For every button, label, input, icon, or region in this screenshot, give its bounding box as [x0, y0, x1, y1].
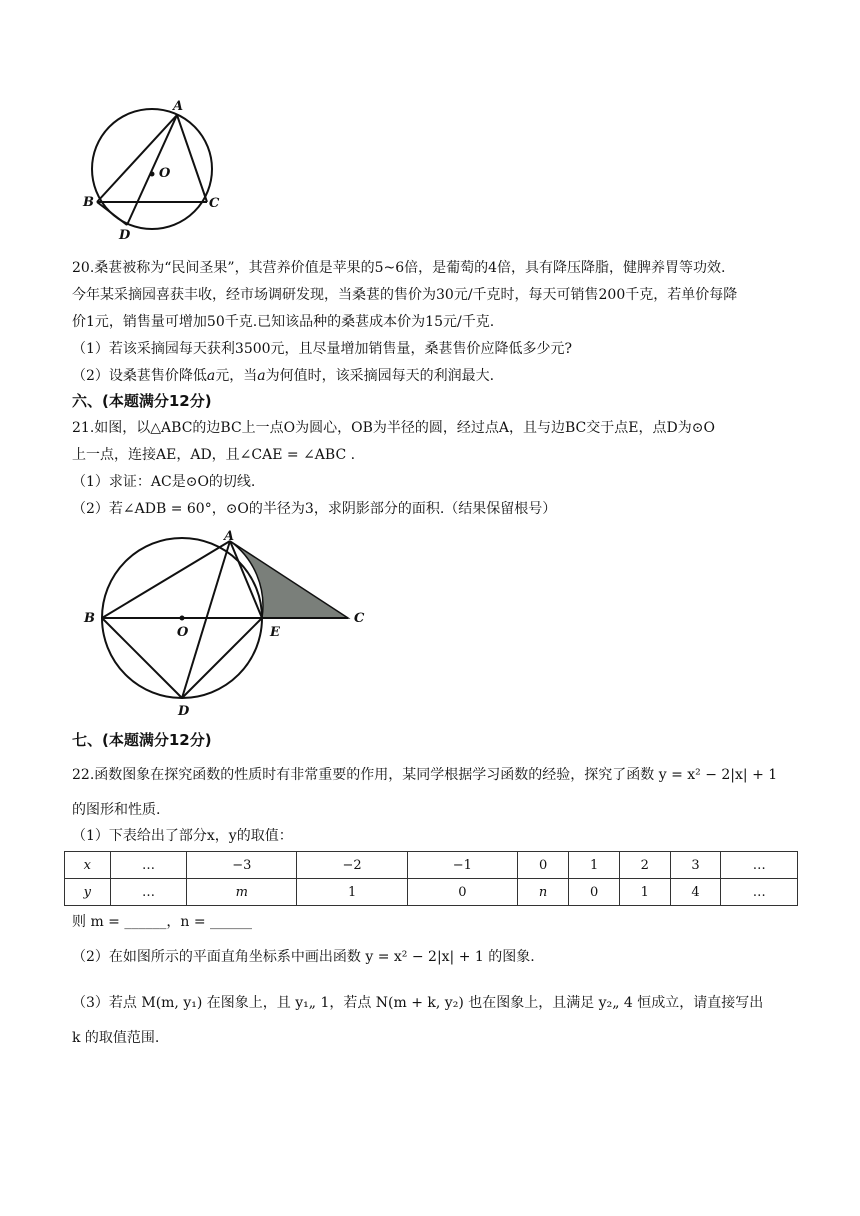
- table-cell: 2: [619, 852, 670, 879]
- table-cell: …: [721, 879, 798, 906]
- q20-line-1: 20.桑葚被称为“民间圣果”，其营养价值是苹果的5~6倍，是葡萄的4倍，具有降压降脂，健脾养胃等功效.: [72, 260, 726, 276]
- table-cell: x: [65, 852, 111, 879]
- q21-line-1: 21.如图，以△ABC的边BC上一点O为圆心，OB为半径的圆，经过点A，且与边BC交于点E，点D为⊙O: [72, 420, 715, 436]
- table-cell: 1: [297, 879, 407, 906]
- q22-line-2: 的图形和性质.: [72, 802, 161, 818]
- figure-circle-abc: [80, 94, 260, 244]
- table-cell: −3: [187, 852, 297, 879]
- value-table: [64, 851, 798, 906]
- q20-part-2-text-a: （2）设桑葚售价降低: [72, 368, 207, 384]
- segment-bd: [102, 618, 182, 698]
- q22-line-1: 22.函数图象在探究函数的性质时有非常重要的作用，某同学根据学习函数的经验，探究了函数 y = x² − 2|x| + 1: [72, 767, 778, 783]
- q20-var-a-2: a: [257, 368, 266, 384]
- table-cell: −2: [297, 852, 407, 879]
- label-d: D: [178, 704, 190, 718]
- q20-line-2: 今年某采摘园喜获丰收，经市场调研发现，当桑葚的售价为30元/千克时，每天可销售200千克，若单价每降: [72, 287, 738, 303]
- table-cell: y: [65, 879, 111, 906]
- label-e: E: [270, 625, 280, 640]
- table-cell: 3: [670, 852, 721, 879]
- q20-var-a-1: a: [206, 368, 216, 384]
- table-cell: m: [187, 879, 297, 906]
- table-cell: 4: [670, 879, 721, 906]
- q22-part-1: （1）下表给出了部分x，y的取值：: [72, 828, 293, 844]
- q22-part-3-line-2: k 的取值范围.: [72, 1030, 160, 1046]
- label-c: C: [354, 611, 365, 626]
- figure-tangent-circle: [78, 528, 378, 718]
- q20-part-2-text-c: 为何值时，该采摘园每天的利润最大.: [265, 368, 495, 384]
- label-b: B: [83, 195, 94, 210]
- center-point-o: [150, 172, 155, 177]
- q22-blanks: 则 m = ______，n = ______: [72, 914, 253, 930]
- q22-part-2: （2）在如图所示的平面直角坐标系中画出函数 y = x² − 2|x| + 1 的图象.: [72, 949, 535, 965]
- label-o: O: [177, 625, 189, 640]
- shaded-region: [230, 541, 348, 618]
- table-cell: 1: [569, 852, 620, 879]
- q20-part-1: （1）若该采摘园每天获利3500元，且尽量增加销售量，桑葚售价应降低多少元?: [72, 341, 573, 357]
- section-6-heading: 六、(本题满分12分): [72, 392, 212, 410]
- label-o: O: [159, 166, 171, 181]
- segment-ac: [177, 115, 207, 202]
- table-cell: −1: [407, 852, 517, 879]
- section-7-heading: 七、(本题满分12分): [72, 731, 212, 749]
- table-cell: 0: [569, 879, 620, 906]
- label-b: B: [84, 611, 95, 626]
- segment-bd: [97, 202, 127, 225]
- label-a: A: [173, 99, 184, 114]
- table-row-y: [65, 879, 798, 906]
- center-point-o: [180, 616, 185, 621]
- label-d: D: [119, 228, 131, 243]
- q20-line-3: 价1元，销售量可增加50千克.已知该品种的桑葚成本价为15元/千克.: [72, 314, 495, 330]
- table-cell: …: [110, 879, 187, 906]
- q21-part-2: （2）若∠ADB = 60°，⊙O的半径为3，求阴影部分的面积.（结果保留根号）: [72, 501, 557, 517]
- q21-part-1: （1）求证：AC是⊙O的切线.: [72, 474, 256, 490]
- q22-part-3-line-1: （3）若点 M(m, y₁) 在图象上，且 y₁„ 1，若点 N(m + k, y₂) 也在图象上，且满足 y₂„ 4 恒成立，请直接写出: [72, 995, 764, 1011]
- q20-part-2: [72, 366, 494, 386]
- table-row-x: [65, 852, 798, 879]
- table-cell: 0: [518, 852, 569, 879]
- q20-part-2-text-b: 元，当: [215, 368, 258, 384]
- q21-line-2: 上一点，连接AE，AD，且∠CAE = ∠ABC .: [72, 447, 356, 463]
- table-cell: 1: [619, 879, 670, 906]
- table-cell: …: [110, 852, 187, 879]
- table-cell: 0: [407, 879, 517, 906]
- table-cell: n: [518, 879, 569, 906]
- label-a: A: [224, 529, 235, 544]
- table-cell: …: [721, 852, 798, 879]
- label-c: C: [209, 196, 220, 211]
